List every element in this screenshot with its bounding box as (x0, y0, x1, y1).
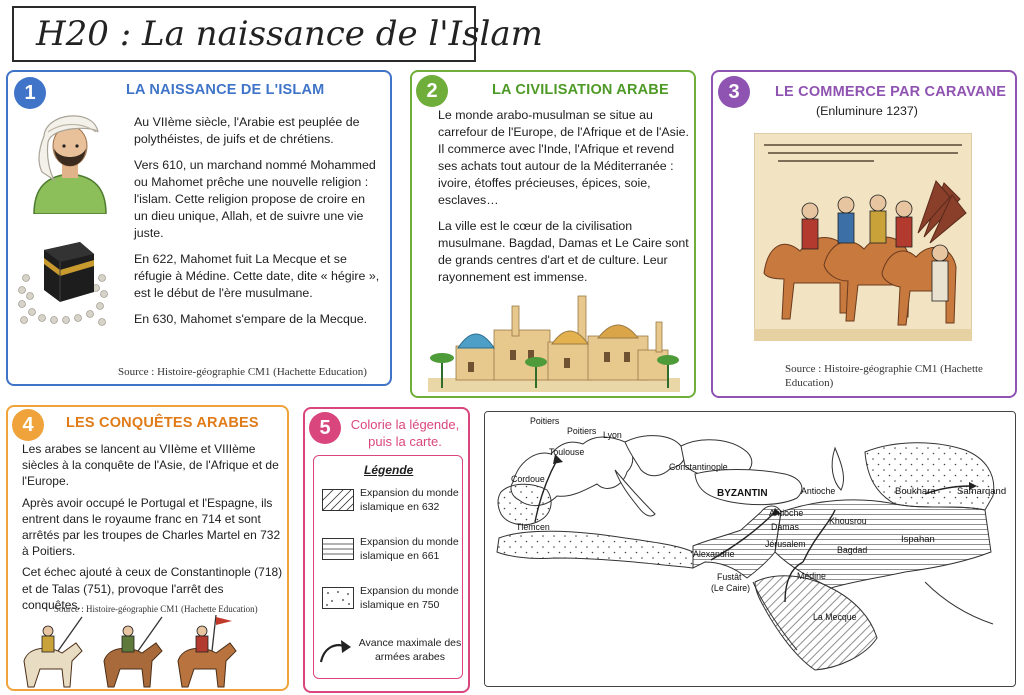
image-caption: (Enluminure 1237) (816, 104, 918, 118)
source-note: Source : Histoire-géographie CM1 (Hachette Education) (118, 366, 367, 378)
panel-number: 5 (309, 412, 341, 444)
map-panel (484, 411, 1016, 687)
map-label-jerusalem: Jérusalem (765, 539, 806, 549)
map-label-ispahan: Ispahan (901, 534, 935, 545)
map-label-medine: Médine (797, 571, 826, 581)
panel-commerce (711, 70, 1017, 398)
dotted-swatch (322, 587, 354, 609)
panel-civilisation (410, 70, 696, 398)
paragraph: Les arabes se lancent au VIIème et VIIIème siècles à la conquête de l'Asie, de l'Afrique et de l'Europe. (22, 442, 279, 489)
map-label-fustat: Fustât (717, 572, 742, 582)
map-label-la-mecque: La Mecque (813, 612, 857, 622)
map-label-poitiers: Poitiers (567, 426, 597, 436)
panel-text (438, 107, 690, 295)
hatch-horizontal-swatch (322, 538, 354, 560)
map-label-samarqand: Samarqand (957, 486, 1007, 497)
panel-heading: LA NAISSANCE DE L'ISLAM (126, 82, 325, 98)
map-label-khousrou: Khousrou (829, 516, 867, 526)
paragraph: La ville est le cœur de la civilisation musulmane. Bagdad, Damas et Le Caire sont de grands centres d'art et de culture. Leur rayonnement est immense. (438, 219, 689, 284)
source-note: Source : Histoire-géographie CM1 (Hachette Education) (54, 604, 258, 614)
panel-heading: LA CIVILISATION ARABE (492, 82, 669, 98)
curved-arrow-icon (318, 638, 354, 664)
title-box (12, 6, 543, 62)
panel-legende (303, 407, 470, 693)
legend-item: Expansion du monde islamique en 632 (360, 487, 459, 513)
page-title: H20 : La naissance de l'Islam (36, 14, 543, 54)
paragraph: En 622, Mahomet fuit La Mecque et se réfugie à Médine. Cette date, dite « hégire », est le début de l'ère musulmane. (134, 252, 380, 300)
prophet-illustration (24, 102, 116, 214)
instruction-text: Colorie la légende, puis la carte. (350, 417, 460, 449)
map-label-alexandrie: Alexandrie (693, 549, 735, 559)
caravan-miniature (754, 133, 972, 341)
map-label-antioche: Antioche (801, 486, 836, 496)
paragraph: Le monde arabo-musulman se situe au carrefour de l'Europe, de l'Afrique et de l'Asie. Il commerce avec l'Inde, l'Afrique et revend ses achats tout autour de la Méditerranée : ivoire, étoffes précieuses, épices, soie, esclaves… (438, 108, 689, 207)
source-note: Source : Histoire-géographie CM1 (Hachette Education) (785, 363, 983, 389)
map-label-boukhara: Boukhara (895, 486, 936, 497)
arab-city-illustration (428, 292, 680, 392)
map-label-constantinople: Constantinople (669, 462, 728, 472)
panel-text (22, 441, 284, 618)
map-label-antioche: Antioche (769, 508, 804, 518)
panel-heading: LES CONQUÊTES ARABES (66, 415, 259, 431)
legend-title: Légende (364, 463, 414, 477)
kaaba-illustration (14, 232, 112, 330)
paragraph: En 630, Mahomet s'empare de la Mecque. (134, 312, 368, 326)
panel-text (134, 114, 382, 337)
legend-item: Expansion du monde islamique en 750 (360, 585, 459, 611)
legend-item: Avance maximale des armées arabes (358, 637, 462, 663)
panel-naissance (6, 70, 392, 386)
map-label-le-caire: (Le Caire) (711, 583, 751, 593)
legend-item: Expansion du monde islamique en 661 (360, 536, 459, 562)
map-label-tlemcen: Tlemcen (516, 522, 550, 532)
horsemen-illustration (18, 615, 258, 689)
hatch-diagonal-swatch (322, 489, 354, 511)
paragraph: Après avoir occupé le Portugal et l'Espagne, ils entrent dans le royaume franc en 714 et sont arrêtés par les troupes de Charles Martel en 732 à Poitiers. (22, 495, 281, 559)
legend-box (313, 455, 463, 679)
panel-conquetes (6, 405, 289, 691)
panel-heading: LE COMMERCE PAR CARAVANE (775, 84, 1007, 100)
map-label-toulouse: Toulouse (549, 447, 585, 457)
panel-number: 2 (416, 75, 448, 107)
map-label-poitiers: Poitiers (530, 416, 560, 426)
panel-number: 1 (14, 77, 46, 109)
map-label-damas: Damas (771, 522, 799, 532)
map-label-lyon: Lyon (603, 430, 622, 440)
panel-number: 3 (718, 76, 750, 108)
map-label-cordoue: Cordoue (511, 474, 545, 484)
map-label-bagdad: Bagdad (837, 545, 868, 555)
panel-number: 4 (12, 409, 44, 441)
paragraph: Cet échec ajouté à ceux de Constantinople (718) et de Talas (751), provoque l'arrêt des conquêtes. (22, 565, 283, 612)
map-label-byzantin: BYZANTIN (717, 488, 768, 499)
paragraph: Au VIIème siècle, l'Arabie est peuplée de polythéistes, de juifs et de chrétiens. (134, 115, 360, 146)
paragraph: Vers 610, un marchand nommé Mohammed ou Mahomet prêche une nouvelle religion : l'islam. Cette religion propose de croire en un dieu unique, Allah, et de suivre une vie juste. (134, 158, 376, 240)
